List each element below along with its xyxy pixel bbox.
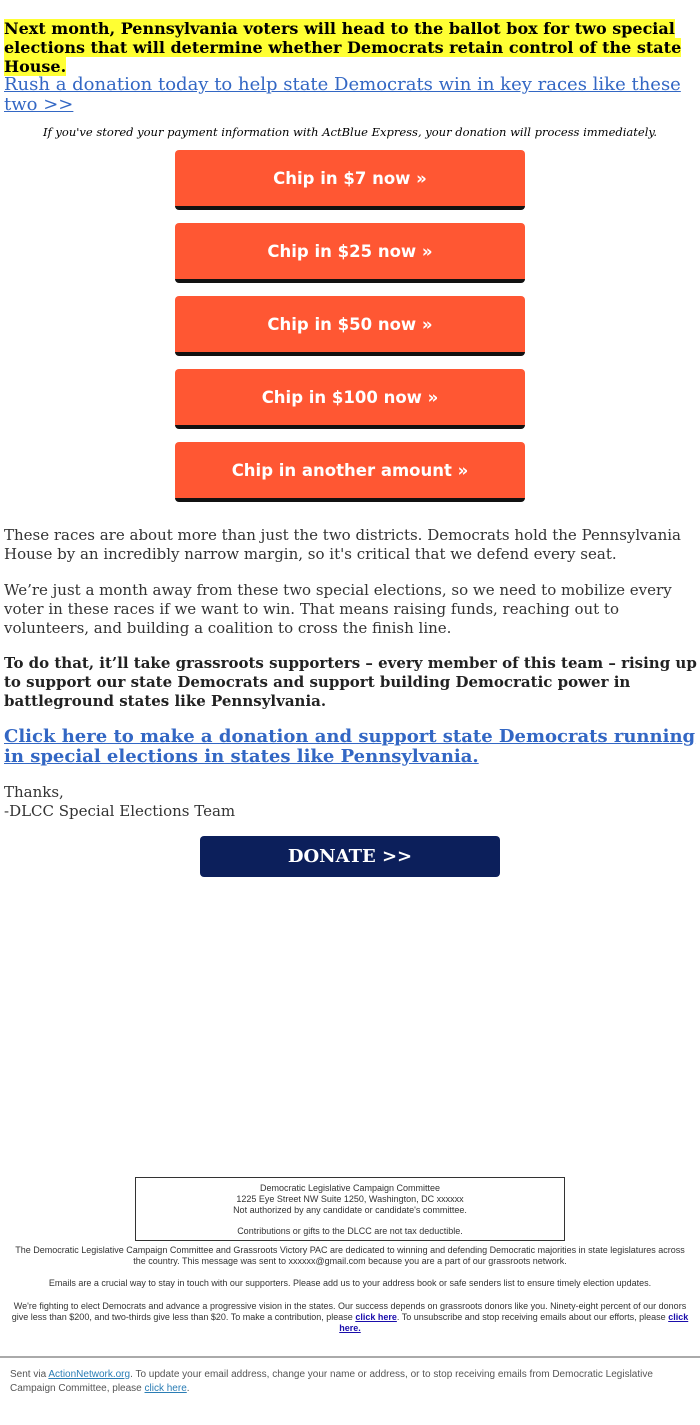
chip-100-button[interactable]: Chip in $100 now » <box>175 369 525 429</box>
sent-via-post: . <box>186 1383 190 1394</box>
click-here-donate-block <box>4 727 698 767</box>
footer-tax-note: Contributions or gifts to the DLCC are not tax deductible. <box>237 1226 463 1236</box>
paragraph-districts: These races are about more than just the two districts. Democrats hold the Pennsylvania House by an incredibly narrow margin, so it's critical that we defend every seat. <box>4 526 681 563</box>
chip-other-amount-button[interactable]: Chip in another amount » <box>175 442 525 502</box>
chip-7-button[interactable]: Chip in $7 now » <box>175 150 525 210</box>
headline-text: Next month, Pennsylvania voters will head to the ballot box for two special elections that will determine whether Democrats retain control of the state House. <box>4 19 682 76</box>
footer-unsubscribe-link[interactable]: click here. <box>339 1312 689 1333</box>
footer-emails: Emails are a crucial way to stay in touch with our supporters. Please add us to your address book or safe senders list to ensure timely election updates. <box>48 1278 652 1288</box>
paragraph-mobilize: We’re just a month away from these two special elections, so we need to mobilize every voter in these races if we want to win. That means raising funds, reaching out to volunteers, and building a coalition to cross the finish line. <box>4 581 672 637</box>
sent-via-mid: . To update your email address, change your name or address, or to stop receiving emails from Democratic Legislative Campaign Committee, please <box>10 1369 653 1394</box>
footer-address-box <box>135 1177 565 1241</box>
actionnetwork-link[interactable]: ActionNetwork.org <box>48 1369 131 1380</box>
chip-50-button[interactable]: Chip in $50 now » <box>175 296 525 356</box>
actblue-express-note: If you've stored your payment information with ActBlue Express, your donation will process immediately. <box>42 125 658 139</box>
signoff-thanks: Thanks, <box>4 783 64 801</box>
rush-donation-link-block <box>4 75 698 115</box>
footer-fighting <box>8 1301 692 1334</box>
footer-fighting-pre: We're fighting to elect Democrats and advance a progressive vision in the states. Our success depends on grassroots donors like you. Ninety-eight percent of our donors give less than $200, and two-thirds give less than $20. To make a contribution, please <box>11 1301 687 1322</box>
signoff-team: -DLCC Special Elections Team <box>4 802 236 820</box>
footer-dedicated: The Democratic Legislative Campaign Committee and Grassroots Victory PAC are dedicated to winning and defending Democratic majorities in state legislatures across the country. This message was sent to xxxxxx@gmail.com because you are a part of our grassroots network. <box>15 1245 685 1266</box>
footer-not-authorized: Not authorized by any candidate or candidate's committee. <box>233 1205 467 1215</box>
donate-button[interactable]: DONATE >> <box>200 836 500 877</box>
headline <box>4 19 698 76</box>
click-here-donate-link[interactable]: Click here to make a donation and support state Democrats running in special elections in states like Pennsylvania. <box>4 726 696 767</box>
sent-via-pre: Sent via <box>10 1369 47 1380</box>
footer-org-name: Democratic Legislative Campaign Committee <box>259 1183 441 1193</box>
footer-address: 1225 Eye Street NW Suite 1250, Washington, DC xxxxxx <box>236 1194 464 1204</box>
sent-via-note <box>10 1368 690 1396</box>
rush-donation-link[interactable]: Rush a donation today to help state Democrats win in key races like these two >> <box>4 74 681 115</box>
paragraph-grassroots: To do that, it’ll take grassroots supporters – every member of this team – rising up to support our state Democrats and support building Democratic power in battleground states like Pennsylvania. <box>4 654 697 710</box>
footer-divider <box>0 1356 700 1358</box>
footer-contribute-link[interactable]: click here <box>355 1312 397 1322</box>
footer-fighting-mid: . To unsubscribe and stop receiving emails about our efforts, please <box>396 1312 666 1322</box>
chip-25-button[interactable]: Chip in $25 now » <box>175 223 525 283</box>
update-preferences-link[interactable]: click here <box>144 1383 187 1394</box>
